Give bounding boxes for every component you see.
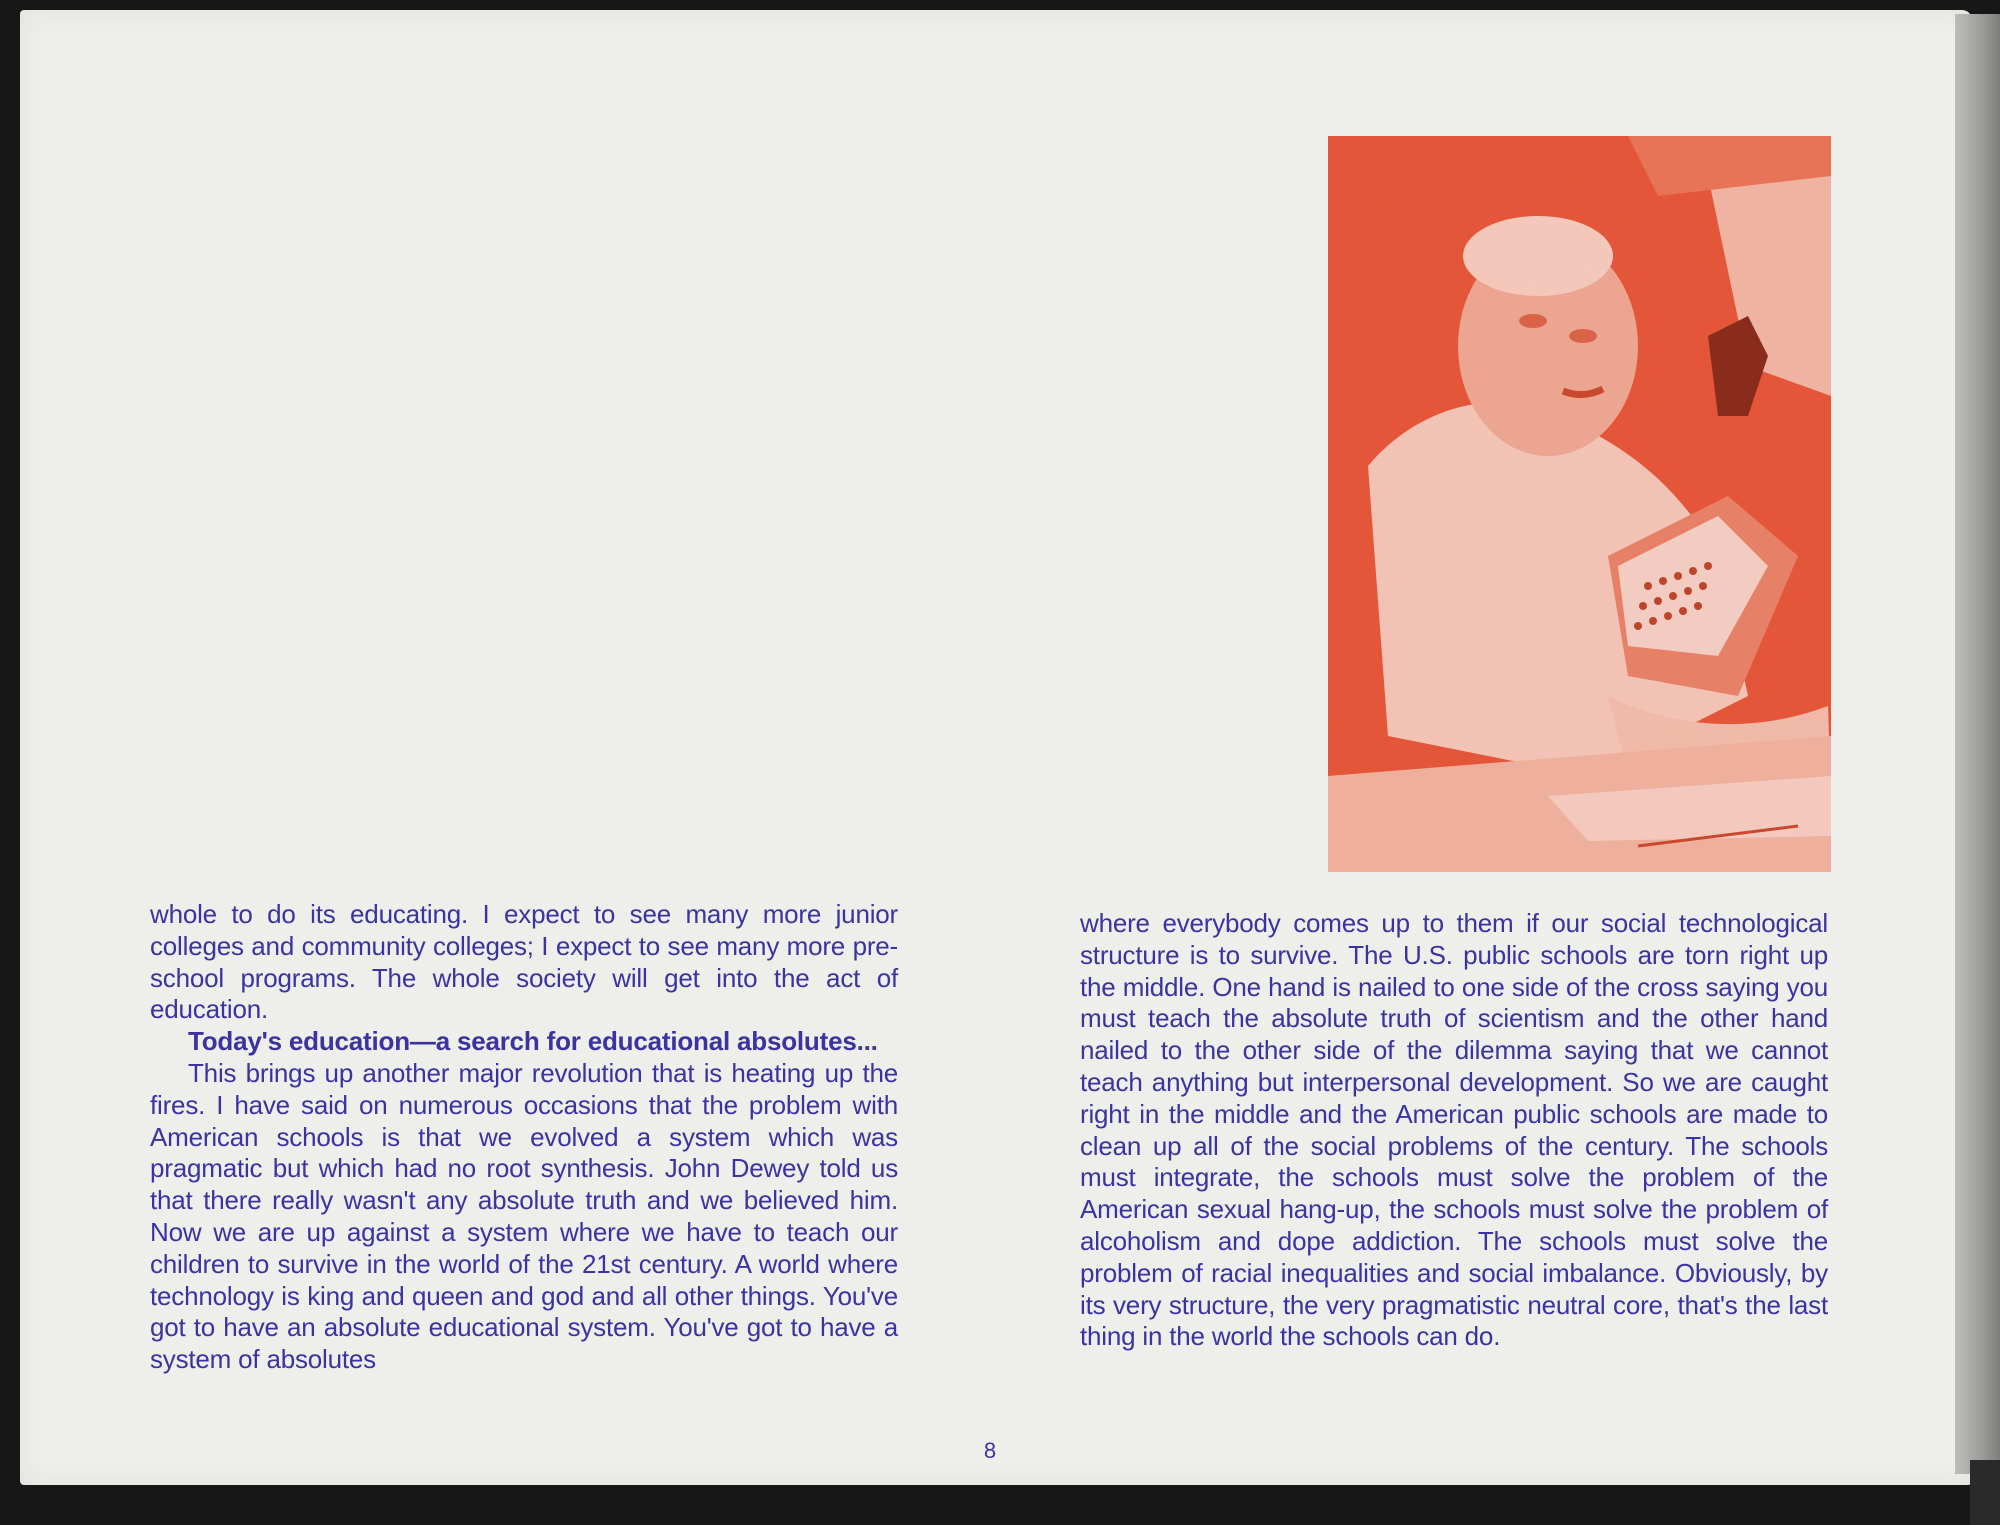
page-edge-shadow	[1970, 1460, 2000, 1525]
left-paragraph-2: This brings up another major revolution that is heating up the fires. I have said on numerous occasions that the problem with American schools is that we evolved a system which was pragmatic but which had no root synthesis. John Dewey told us that there really wasn't any absolute truth and we believed him. Now we are up against a system where we have to teach our children to survive in the world of the 21st century. A world where technology is king and queen and god and all other things. You've got to have an absolute educational system. You've got to have a system of absolutes	[150, 1057, 898, 1375]
right-paragraph-1: where everybody comes up to them if our social technological structure is to survive. The U.S. public schools are torn right up the middle. One hand is nailed to one side of the cross saying you must teach the absolute truth of scientism and the other hand nailed to the other side of the dilemma saying that we cannot teach anything but interpersonal development. So we are caught right in the middle and the American public schools are made to clean up all of the social problems of the century. The schools must integrate, the schools must solve the problem of the American sexual hang-up, the schools must solve the problem of alcoholism and dope addiction. The schools must solve the problem of racial inequalities and social imbalance. Obviously, by its very structure, the very pragmatistic neutral core, that's the last thing in the world the schools can do.	[1080, 908, 1828, 1352]
left-paragraph-1: whole to do its educating. I expect to see many more junior colleges and community colleges; I expect to see many more pre-school programs. The whole society will get into the act of education.	[150, 899, 898, 1025]
left-text-column	[150, 899, 898, 1376]
right-text-column	[1080, 908, 1828, 1353]
section-heading: Today's education—a search for educational absolutes...	[188, 1026, 878, 1057]
page-number: 8	[983, 1438, 997, 1463]
man-at-typewriter-photo	[1328, 136, 1831, 872]
page-edge	[1955, 14, 2000, 1474]
